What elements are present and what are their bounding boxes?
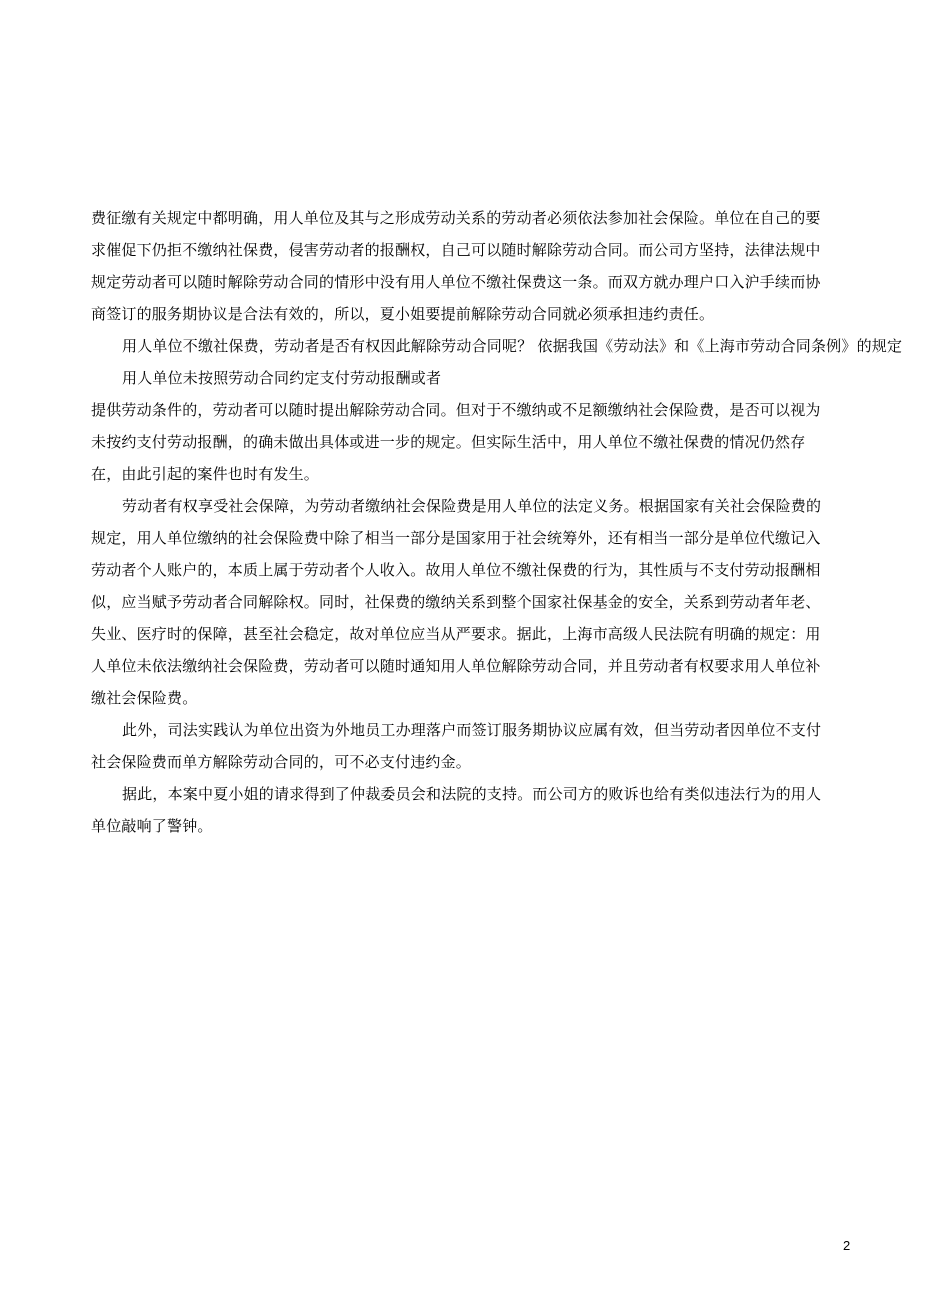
text-line: 求催促下仍拒不缴纳社保费，侵害劳动者的报酬权，自己可以随时解除劳动合同。而公司方坚持，法律法规中 [91,241,821,259]
text-line: 费征缴有关规定中都明确，用人单位及其与之形成劳动关系的劳动者必须依法参加社会保险。单位在自己的要 [91,209,821,227]
text-line: 规定，用人单位缴纳的社会保险费中除了相当一部分是国家用于社会统筹外，还有相当一部分是单位代缴记入 [91,529,821,547]
text-line: 劳动者个人账户的，本质上属于劳动者个人收入。故用人单位不缴社保费的行为，其性质与不支付劳动报酬相 [91,561,821,579]
text-line: 提供劳动条件的，劳动者可以随时提出解除劳动合同。但对于不缴纳或不足额缴纳社会保险费，是否可以视为 [91,401,821,419]
text-line: 缴社会保险费。 [91,689,198,707]
text-line: 未按约支付劳动报酬，的确未做出具体或进一步的规定。但实际生活中，用人单位不缴社保费的情况仍然存 [91,433,806,451]
text-line: 在，由此引起的案件也时有发生。 [91,465,320,483]
text-line: 用人单位不缴社保费，劳动者是否有权因此解除劳动合同呢？ 依据我国《劳动法》和《上海市劳动合同条例》的规定 [122,337,903,355]
text-line: 商签订的服务期协议是合法有效的，所以，夏小姐要提前解除劳动合同就必须承担违约责任。 [91,305,715,323]
text-line: 据此，本案中夏小姐的请求得到了仲裁委员会和法院的支持。而公司方的败诉也给有类似违法行为的用人 [122,785,822,803]
page-number: 2 [843,1238,851,1253]
document-body [91,202,903,842]
text-line: 规定劳动者可以随时解除劳动合同的情形中没有用人单位不缴社保费这一条。而双方就办理户口入沪手续而协 [91,273,821,291]
text-line: 失业、医疗时的保障，甚至社会稳定，故对单位应当从严要求。据此，上海市高级人民法院有明确的规定：用 [91,625,821,643]
text-line: 社会保险费而单方解除劳动合同的，可不必支付违约金。 [91,753,472,771]
text-line: 此外，司法实践认为单位出资为外地员工办理落户而签订服务期协议应属有效，但当劳动者因单位不支付 [122,721,822,739]
text-line: 单位敲响了警钟。 [91,817,213,835]
text-line: 似，应当赋予劳动者合同解除权。同时，社保费的缴纳关系到整个国家社保基金的安全，关系到劳动者年老、 [91,593,821,611]
text-line: 用人单位未按照劳动合同约定支付劳动报酬或者 [122,369,442,387]
text-line: 劳动者有权享受社会保障，为劳动者缴纳社会保险费是用人单位的法定义务。根据国家有关社会保险费的 [122,497,822,515]
text-line: 人单位未依法缴纳社会保险费，劳动者可以随时通知用人单位解除劳动合同，并且劳动者有权要求用人单位补 [91,657,821,675]
